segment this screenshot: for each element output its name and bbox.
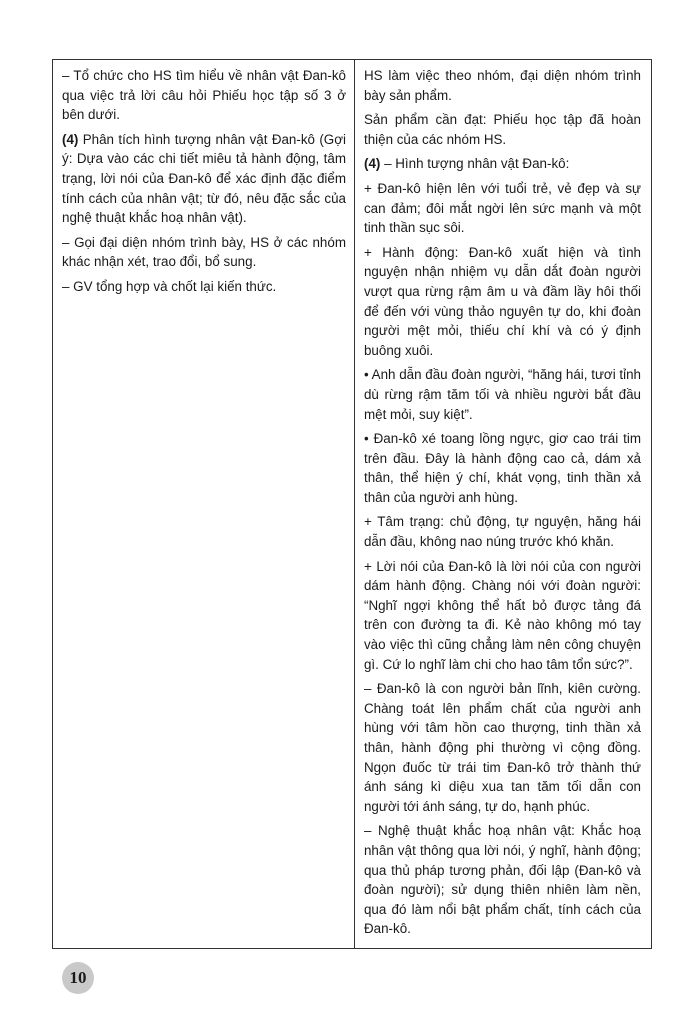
right-task-heading: – Hình tượng nhân vật Đan-kô: — [380, 156, 570, 172]
right-paragraph-9: + Lời nói của Đan-kô là lời nói của con người dám hành động. Chàng nói với đoàn người: “Nghĩ ngợi không thể hất bỏ được tảng đá trên con đường ta đi. Kẻ nào không mó tay vào việc thì cũng chẳng làm nên công chuyện gì. Cứ lo nghĩ làm chi cho hao tâm tổn sức?”. — [363, 558, 641, 672]
left-task-text: Phân tích hình tượng nhân vật Đan-kô (Gợi ý: Dựa vào các chi tiết miêu tả hành động, tâm trạng, lời nói của Đan-kô để xác định đặc điểm tính cách của nhân vật; từ đó, nêu đặc sắc của nghệ thuật khắc hoạ nhân vật). — [62, 131, 346, 226]
right-paragraph-11: – Nghệ thuật khắc hoạ nhân vật: Khắc hoạ nhân vật thông qua lời nói, ý nghĩ, hành động; qua thủ pháp tương phản, đối lập (Đan-kô và đoàn người); sử dụng thiên nhiên làm nền, qua đó làm nổi bật phẩm chất, tính cách của Đan-kô. — [363, 823, 641, 937]
right-paragraph-1: HS làm việc theo nhóm, đại diện nhóm trình bày sản phẩm. — [363, 68, 641, 103]
right-task-number: (4) — [363, 156, 381, 172]
lesson-table — [52, 59, 652, 949]
student-product-column — [355, 60, 651, 948]
left-paragraph-3: – Gọi đại diện nhóm trình bày, HS ở các nhóm khác nhận xét, trao đổi, bổ sung. — [62, 234, 346, 270]
page-number: 10 — [62, 962, 94, 994]
right-paragraph-4: + Đan-kô hiện lên với tuổi trẻ, vẻ đẹp và sự can đảm; đôi mắt ngời lên sức mạnh và một tinh thần sục sôi. — [363, 180, 641, 236]
right-paragraph-5: + Hành động: Đan-kô xuất hiện và tình nguyện nhận nhiệm vụ dẫn dắt đoàn người vượt qua rừng rậm âm u và đầm lầy hôi thối để đến với vùng thảo nguyên tự do, khi đoàn người mệt mỏi, thiếu chí khí và có ý định buông xuôi. — [363, 244, 641, 358]
right-paragraph-8: + Tâm trạng: chủ động, tự nguyện, hăng hái dẫn đầu, không nao núng trước khó khăn. — [363, 514, 641, 550]
right-paragraph-3 — [364, 154, 641, 174]
right-paragraph-7: • Đan-kô xé toang lồng ngực, giơ cao trái tim trên đầu. Đây là hành động cao cả, dám xả thân, thể hiện ý chí, khát vọng, tinh thần xả thân của người anh hùng. — [363, 431, 641, 505]
left-paragraph-2 — [62, 130, 346, 228]
left-task-number: (4) — [62, 131, 79, 147]
teacher-activity-column — [53, 60, 355, 948]
left-paragraph-1: – Tổ chức cho HS tìm hiểu về nhân vật Đan-kô qua việc trả lời câu hỏi Phiếu học tập số 3 ở bên dưới. — [62, 68, 346, 123]
right-paragraph-10: – Đan-kô là con người bản lĩnh, kiên cường. Chàng toát lên phẩm chất của người anh hùng với tâm hồn cao thượng, tinh thần xả thân, hành động phi thường vì cộng đồng. Ngọn đuốc từ trái tim Đan-kô trở thành thứ ánh sáng kì diệu xua tan tăm tối dẫn con người tới ánh sáng, tự do, hạnh phúc. — [363, 681, 641, 814]
right-paragraph-6: • Anh dẫn đầu đoàn người, “hăng hái, tươi tỉnh dù rừng rậm tăm tối và nhiều người bắt đầu mệt mỏi, suy kiệt”. — [363, 367, 641, 422]
right-paragraph-2: Sản phẩm cần đạt: Phiếu học tập đã hoàn thiện của các nhóm HS. — [363, 112, 641, 147]
left-paragraph-4: – GV tổng hợp và chốt lại kiến thức. — [62, 278, 277, 294]
